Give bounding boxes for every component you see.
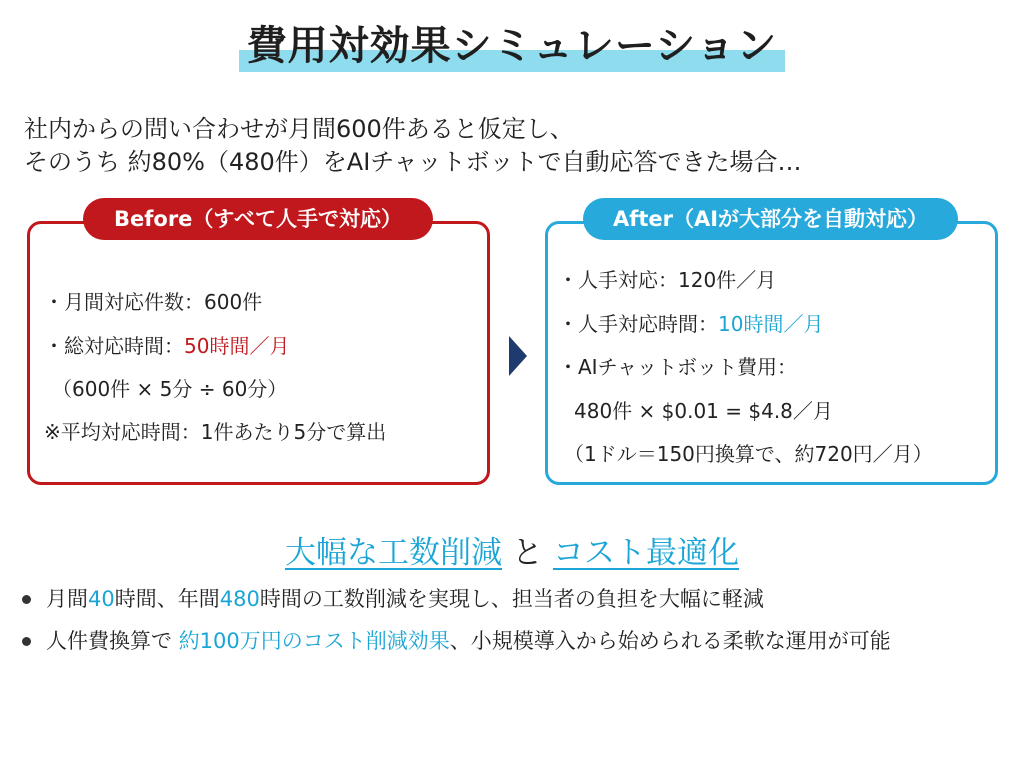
bullet-text: 、小規模導入から始められる柔軟な運用が可能 xyxy=(449,629,891,653)
before-item-time xyxy=(44,330,289,359)
after-item-cost: ・AIチャットボット費用： xyxy=(558,355,797,379)
bullet-highlight: 480 xyxy=(219,587,260,611)
list-item xyxy=(22,626,891,656)
page-title: 費用対効果シミュレーション xyxy=(239,18,786,74)
bullet-dot-icon xyxy=(22,637,31,646)
summary-heading-mid: と xyxy=(512,535,543,571)
after-item-count: ・人手対応：120件／月 xyxy=(558,268,777,292)
bullet-text: 時間、年間 xyxy=(114,587,220,611)
intro-line-1: 社内からの問い合わせが月間600件あると仮定し、 xyxy=(24,115,574,143)
bullet-highlight: 約100万円のコスト削減効果 xyxy=(178,629,450,653)
before-item-time-label: ・総対応時間： xyxy=(44,334,184,358)
after-item-time xyxy=(558,308,823,337)
after-item-time-label: ・人手対応時間： xyxy=(558,312,718,336)
after-item-cost-yen: （1ドル＝150円換算で、約720円／月） xyxy=(564,442,933,466)
before-item-time-value: 50時間／月 xyxy=(184,334,290,358)
before-item-count: ・月間対応件数：600件 xyxy=(44,290,263,314)
before-item-formula: （600件 × 5分 ÷ 60分） xyxy=(52,377,288,401)
summary-bullets xyxy=(22,584,891,656)
before-item-note: ※平均対応時間：1件あたり5分で算出 xyxy=(44,420,387,444)
bullet-highlight: 40 xyxy=(88,587,115,611)
before-label: Before（すべて人手で対応） xyxy=(83,198,433,240)
title-area xyxy=(0,18,1024,74)
summary-heading-right: コスト最適化 xyxy=(553,535,739,571)
summary-heading xyxy=(0,527,1024,572)
arrow-right-icon xyxy=(509,336,527,376)
bullet-dot-icon xyxy=(22,595,31,604)
after-label: After（AIが大部分を自動対応） xyxy=(583,198,958,240)
bullet-text: 時間の工数削減を実現し、担当者の負担を大幅に軽減 xyxy=(259,587,764,611)
intro-text xyxy=(24,113,802,179)
intro-line-2: そのうち 約80%（480件）をAIチャットボットで自動応答できた場合… xyxy=(24,148,802,176)
list-item xyxy=(22,584,891,614)
after-item-cost-formula: 480件 × $0.01 = $4.8／月 xyxy=(574,399,833,423)
bullet-text: 月間 xyxy=(46,587,88,611)
after-item-time-value: 10時間／月 xyxy=(718,312,824,336)
summary-heading-left: 大幅な工数削減 xyxy=(285,535,502,571)
bullet-text: 人件費換算で xyxy=(46,629,179,653)
